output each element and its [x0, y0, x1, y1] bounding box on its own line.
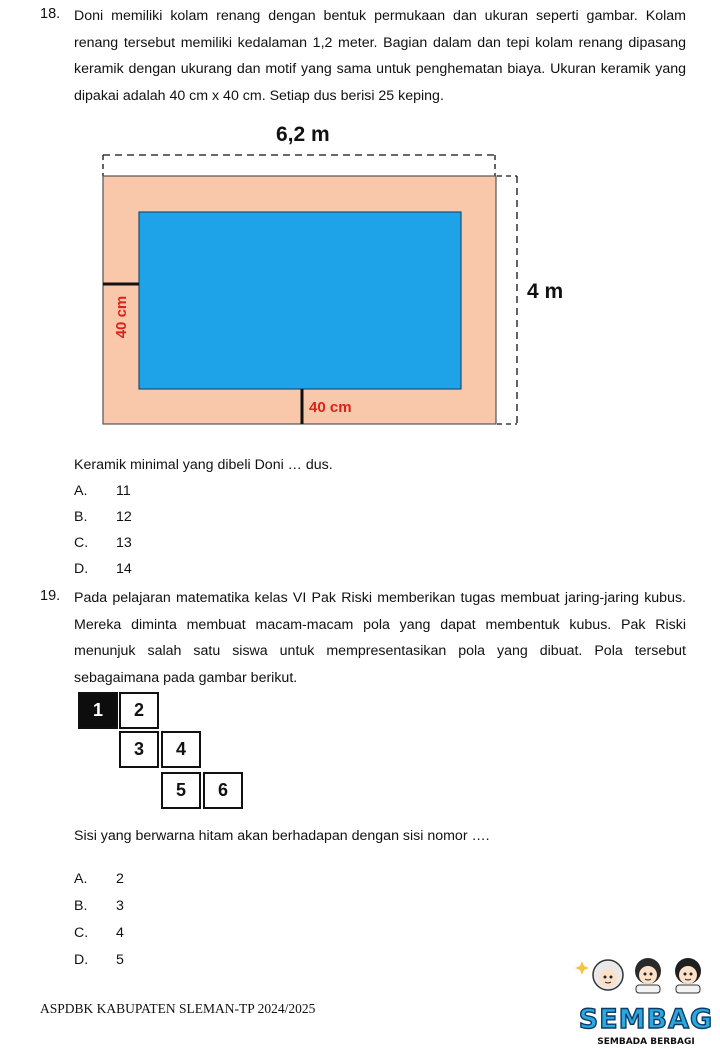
- question-prompt: Sisi yang berwarna hitam akan berhadapan dengan sisi nomor ….: [74, 828, 490, 844]
- option-letter[interactable]: A.: [74, 871, 88, 887]
- net-cell: 4: [161, 731, 201, 768]
- option-value[interactable]: 14: [116, 561, 132, 577]
- option-value[interactable]: 5: [116, 952, 124, 968]
- option-letter[interactable]: D.: [74, 952, 89, 968]
- pool-height-label: 4 m: [527, 280, 564, 303]
- question-number: 19.: [40, 588, 61, 604]
- question-text: Pada pelajaran matematika kelas VI Pak Riski memberikan tugas membuat jaring-jaring kubus. Mereka diminta membuat macam-macam pola yang dapat membentuk kubus. Pak Riski menunjuk salah satu siswa untuk mempresentasikan pola yang dibuat. Pola tersebut sebagaimana pada gambar berikut.: [74, 590, 686, 686]
- character-icon: [593, 960, 623, 990]
- border-label-horizontal: 40 cm: [309, 399, 352, 416]
- net-cell: 2: [119, 692, 159, 729]
- sembag-logo: [574, 955, 720, 1051]
- pool-water: [139, 212, 461, 389]
- character-icon: [675, 958, 701, 993]
- character-icon: [635, 958, 661, 993]
- net-cell: 3: [119, 731, 159, 768]
- net-cell: 6: [203, 772, 243, 809]
- option-value[interactable]: 2: [116, 871, 124, 887]
- net-cell-black: 1: [78, 692, 118, 729]
- option-letter[interactable]: D.: [74, 561, 89, 577]
- pool-width-label: 6,2 m: [276, 123, 330, 146]
- option-value[interactable]: 3: [116, 898, 124, 914]
- net-cell: 5: [161, 772, 201, 809]
- option-letter[interactable]: C.: [74, 535, 89, 551]
- option-letter[interactable]: C.: [74, 925, 89, 941]
- option-letter[interactable]: B.: [74, 898, 88, 914]
- option-value[interactable]: 13: [116, 535, 132, 551]
- footer-text: ASPDBK KABUPATEN SLEMAN-TP 2024/2025: [40, 1001, 316, 1016]
- option-value[interactable]: 4: [116, 925, 124, 941]
- logo-title: SEMBAG: [578, 1004, 714, 1035]
- option-value[interactable]: 12: [116, 509, 132, 525]
- border-label-vertical: 40 cm: [113, 295, 130, 339]
- option-letter[interactable]: B.: [74, 509, 88, 525]
- question-text: Doni memiliki kolam renang dengan bentuk permukaan dan ukuran seperti gambar. Kolam renang tersebut memiliki kedalaman 1,2 meter. Bagian dalam dan tepi kolam renang dipasang keramik dengan ukurang dan motif yang sama untuk penghematan biaya. Ukuran keramik yang dipakai adalah 40 cm x 40 cm. Setiap dus berisi 25 keping.: [74, 8, 686, 104]
- sparkle-icon: [575, 961, 589, 975]
- pool-diagram: [0, 0, 720, 460]
- logo-subtitle: SEMBADA BERBAGI: [597, 1037, 695, 1047]
- option-letter[interactable]: A.: [74, 483, 88, 499]
- option-value[interactable]: 11: [116, 483, 131, 499]
- question-prompt: Keramik minimal yang dibeli Doni … dus.: [74, 457, 333, 473]
- question-number: 18.: [40, 6, 61, 22]
